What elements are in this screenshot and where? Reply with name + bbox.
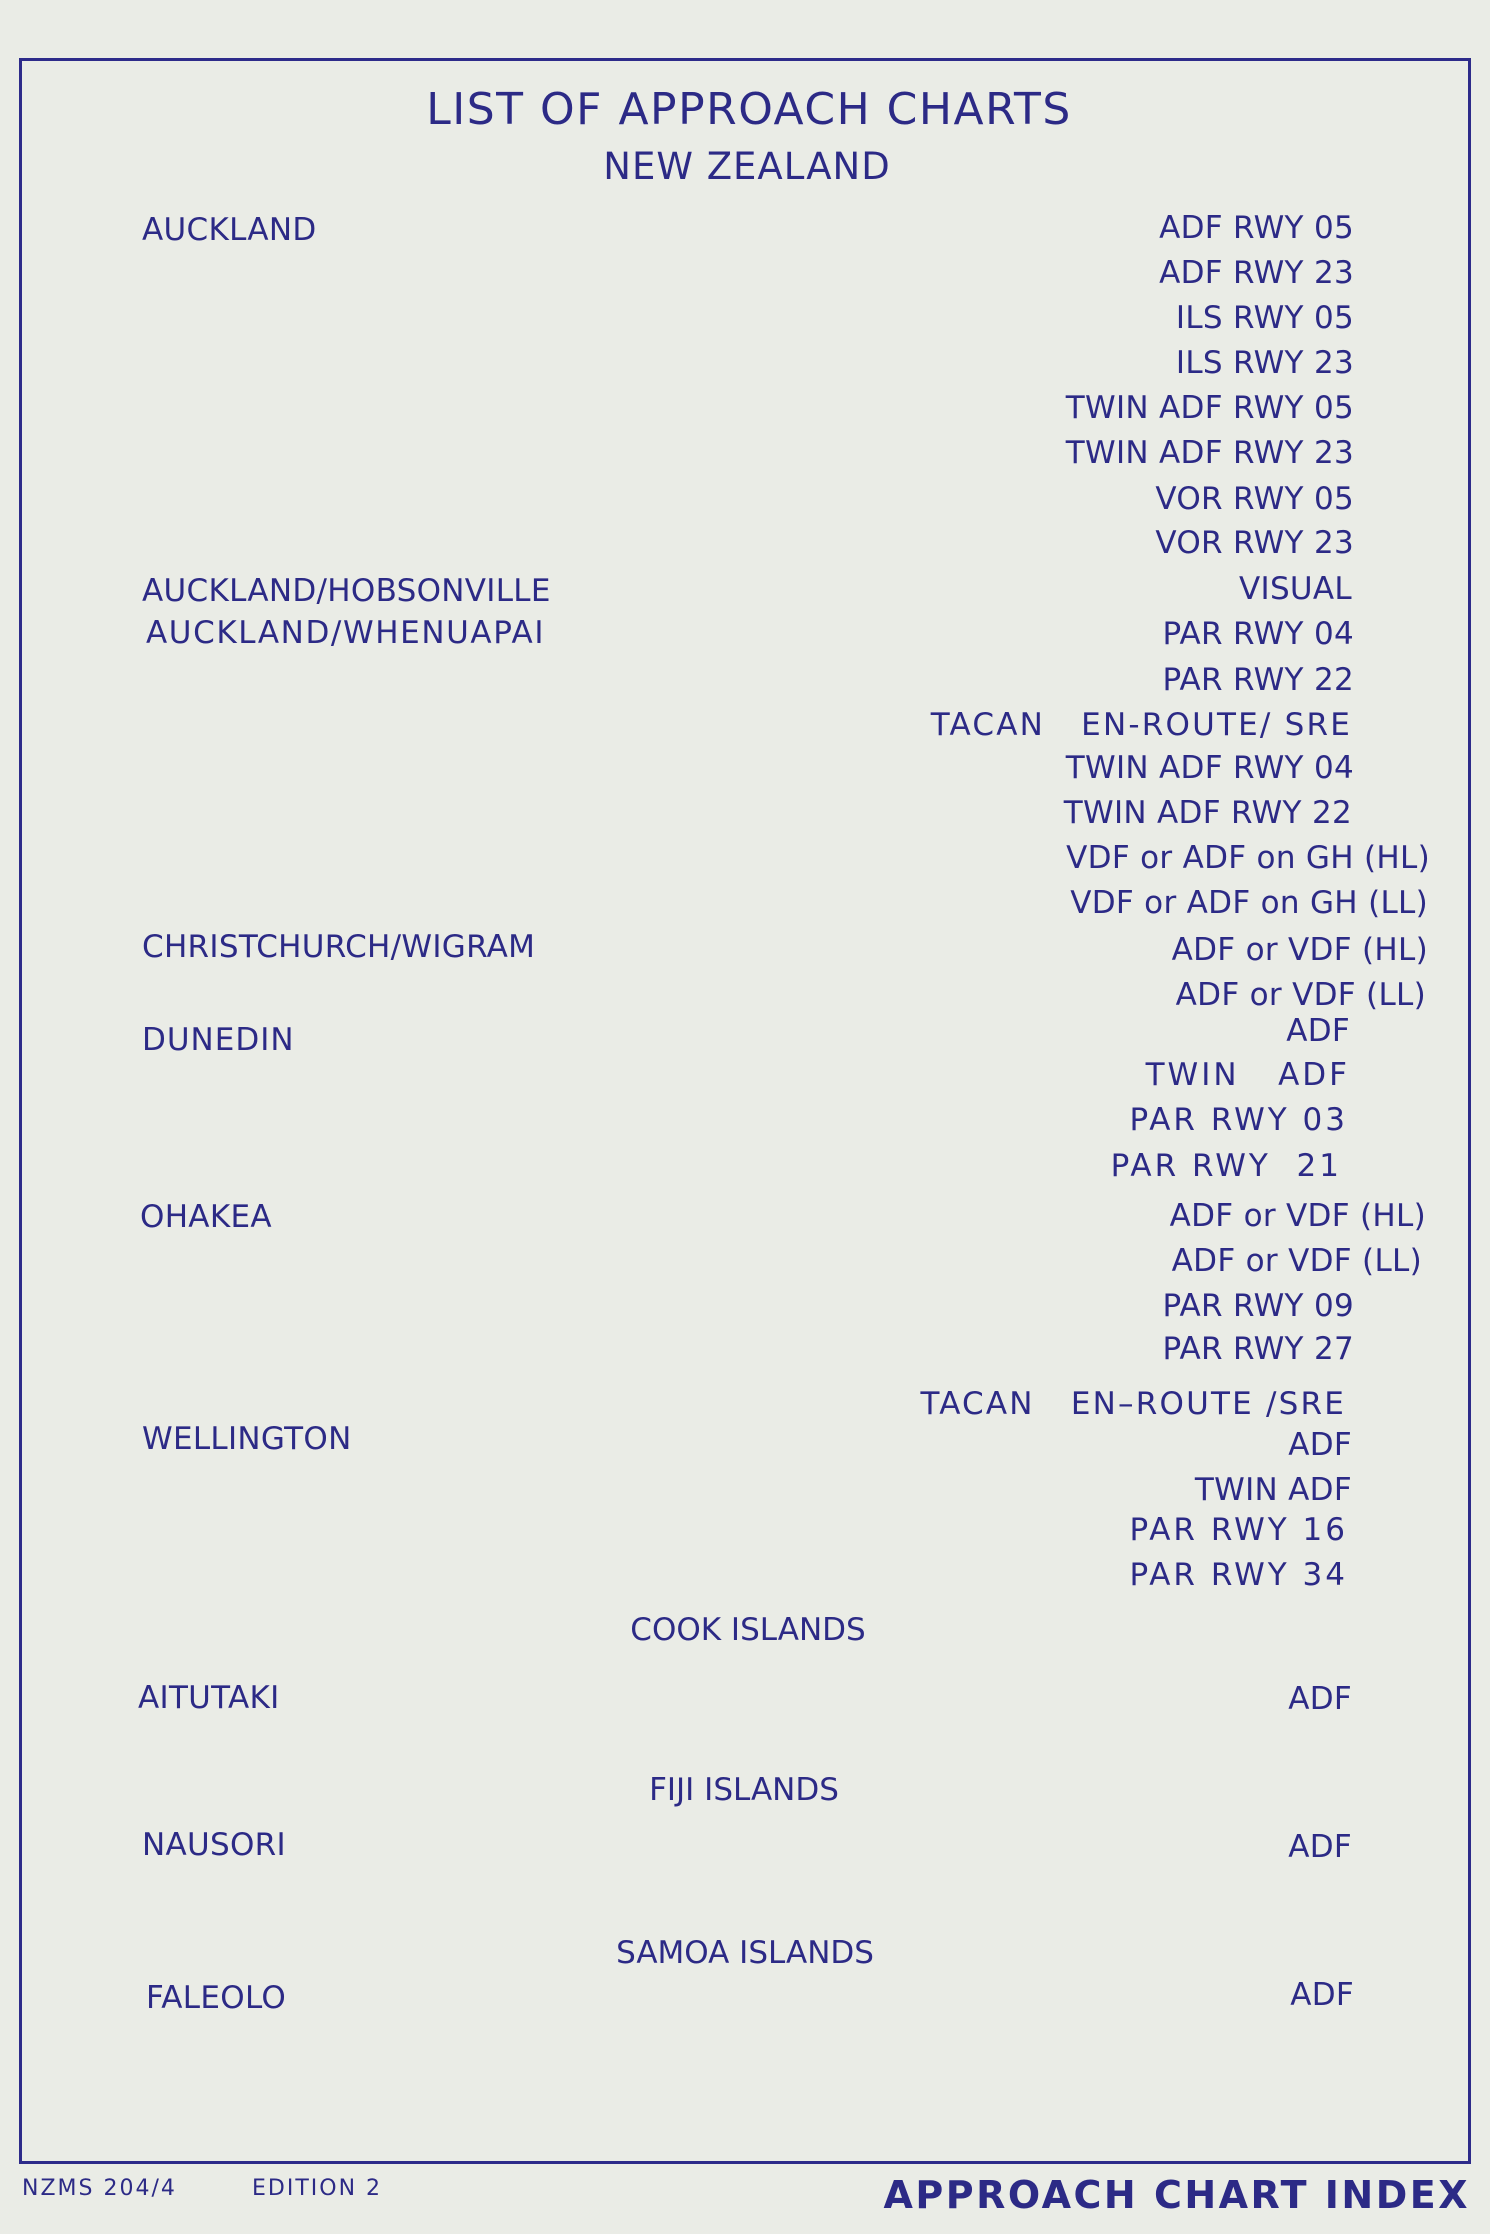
location-nausori: NAUSORI (142, 1827, 286, 1863)
chart-entry: ADF (1288, 1829, 1352, 1865)
chart-entry: PAR RWY 34 (1129, 1557, 1348, 1593)
location-auckland: AUCKLAND (142, 212, 317, 248)
section-heading-cook-islands: COOK ISLANDS (630, 1612, 866, 1648)
chart-entry: ADF RWY 23 (1159, 255, 1354, 291)
chart-entry: ADF or VDF (HL) (1171, 932, 1428, 968)
location-christchurch-wigram: CHRISTCHURCH/WIGRAM (142, 929, 536, 965)
chart-entry: ADF or VDF (LL) (1175, 977, 1426, 1013)
chart-entry: PAR RWY 27 (1162, 1331, 1354, 1367)
chart-entry: VOR RWY 23 (1155, 525, 1354, 561)
chart-entry: VOR RWY 05 (1155, 481, 1354, 517)
chart-entry: TACAN EN-ROUTE/ SRE (930, 707, 1352, 743)
chart-entry: TWIN ADF RWY 04 (1065, 750, 1354, 786)
chart-entry: ADF (1288, 1681, 1352, 1717)
location-auckland-whenuapai: AUCKLAND/WHENUAPAI (146, 615, 546, 651)
chart-entry: PAR RWY 04 (1162, 616, 1354, 652)
chart-entry: ADF (1288, 1427, 1352, 1463)
location-ohakea: OHAKEA (140, 1199, 272, 1235)
chart-entry: PAR RWY 09 (1162, 1288, 1354, 1324)
section-heading-fiji-islands: FIJI ISLANDS (649, 1772, 839, 1808)
chart-entry: TWIN ADF RWY 22 (1063, 795, 1352, 831)
location-aitutaki: AITUTAKI (138, 1680, 280, 1716)
chart-entry: TWIN ADF RWY 05 (1065, 390, 1354, 426)
edition-label: EDITION 2 (252, 2176, 383, 2201)
chart-entry: VDF or ADF on GH (LL) (1070, 885, 1428, 921)
chart-entry: ADF or VDF (LL) (1171, 1243, 1422, 1279)
chart-entry: TWIN ADF RWY 23 (1065, 435, 1354, 471)
chart-entry: ADF or VDF (HL) (1169, 1198, 1426, 1234)
chart-entry: TWIN ADF (1145, 1057, 1350, 1093)
section-heading-samoa-islands: SAMOA ISLANDS (616, 1935, 874, 1971)
location-wellington: WELLINGTON (142, 1421, 352, 1457)
map-series-number: NZMS 204/4 (22, 2176, 177, 2201)
chart-entry: ILS RWY 23 (1175, 345, 1354, 381)
chart-entry: TWIN ADF (1194, 1472, 1352, 1508)
chart-entry: PAR RWY 22 (1162, 662, 1354, 698)
page-title: LIST OF APPROACH CHARTS (426, 84, 1072, 135)
chart-entry: PAR RWY 16 (1129, 1512, 1348, 1548)
chart-entry: VDF or ADF on GH (HL) (1066, 840, 1430, 876)
chart-entry: TACAN EN–ROUTE /SRE (920, 1386, 1346, 1422)
index-title: APPROACH CHART INDEX (883, 2173, 1470, 2217)
chart-entry: PAR RWY 21 (1110, 1148, 1342, 1184)
chart-entry: ADF (1286, 1013, 1350, 1049)
chart-entry: PAR RWY 03 (1129, 1102, 1348, 1138)
location-auckland-hobsonville: AUCKLAND/HOBSONVILLE (142, 573, 551, 609)
chart-entry: ADF RWY 05 (1159, 210, 1354, 246)
location-dunedin: DUNEDIN (142, 1022, 295, 1058)
page-subtitle: NEW ZEALAND (603, 145, 891, 188)
location-faleolo: FALEOLO (146, 1980, 287, 2016)
chart-entry: ADF (1290, 1977, 1354, 2013)
chart-entry: VISUAL (1239, 571, 1352, 607)
chart-entry: ILS RWY 05 (1175, 300, 1354, 336)
